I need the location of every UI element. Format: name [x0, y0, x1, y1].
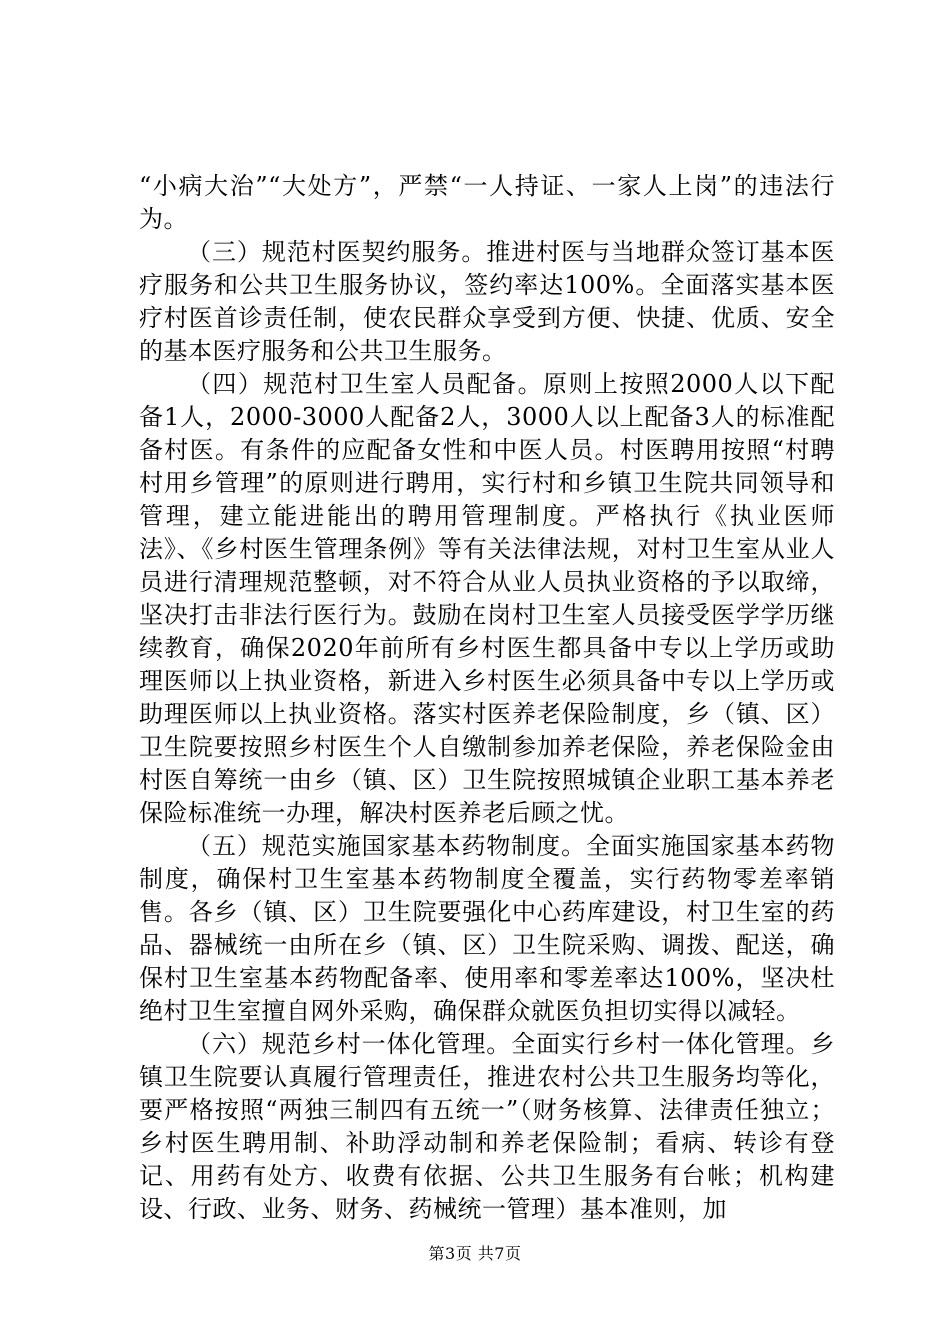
- paragraph-section-5: （五）规范实施国家基本药物制度。全面实施国家基本药物制度，确保村卫生室基本药物制度全覆盖，实行药物零差率销售。各乡（镇、区）卫生院要强化中心药库建设，村卫生室的药品、器械统一由所在乡（镇、区）卫生院采购、调拨、配送，确保村卫生室基本药物配备率、使用率和零差率达100%，坚决杜绝村卫生室擅自网外采购，确保群众就医负担切实得以减轻。: [139, 832, 835, 1025]
- paragraph-section-4: （四）规范村卫生室人员配备。原则上按照2000人以下配备1人，2000-3000人配备2人，3000人以上配备3人的标准配备村医。有条件的应配备女性和中医人员。村医聘用按照“村聘村用乡管理”的原则进行聘用，实行村和乡镇卫生院共同领导和管理，建立能进能出的聘用管理制度。严格执行《执业医师法》、《乡村医生管理条例》等有关法律法规，对村卫生室从业人员进行清理规范整顿，对不符合从业人员执业资格的予以取缔，坚决打击非法行医行为。鼓励在岗村卫生室人员接受医学学历继续教育，确保2020年前所有乡村医生都具备中专以上学历或助理医师以上执业资格，新进入乡村医生必须具备中专以上学历或助理医师以上执业资格。落实村医养老保险制度，乡（镇、区）卫生院要按照乡村医生个人自缴制参加养老保险，养老保险金由村医自筹统一由乡（镇、区）卫生院按照城镇企业职工基本养老保险标准统一办理，解决村医养老后顾之忧。: [139, 370, 835, 827]
- document-body: [139, 170, 835, 1226]
- page-number-footer: 第3页 共7页: [428, 1244, 522, 1263]
- paragraph-section-3: （三）规范村医契约服务。推进村医与当地群众签订基本医疗服务和公共卫生服务协议，签约率达100%。全面落实基本医疗村医首诊责任制，使农民群众享受到方便、快捷、优质、安全的基本医疗服务和公共卫生服务。: [139, 238, 835, 365]
- paragraph-continuation: “小病大治”“大处方”，严禁“一人持证、一家人上岗”的违法行为。: [139, 172, 835, 233]
- paragraph-section-6: （六）规范乡村一体化管理。全面实行乡村一体化管理。乡镇卫生院要认真履行管理责任，推进农村公共卫生服务均等化，要严格按照“两独三制四有五统一”（财务核算、法律责任独立；乡村医生聘用制、补助浮动制和养老保险制；看病、转诊有登记、用药有处方、收费有依据、公共卫生服务有台帐；机构建设、行政、业务、财务、药械统一管理）基本准则，加: [139, 1030, 835, 1223]
